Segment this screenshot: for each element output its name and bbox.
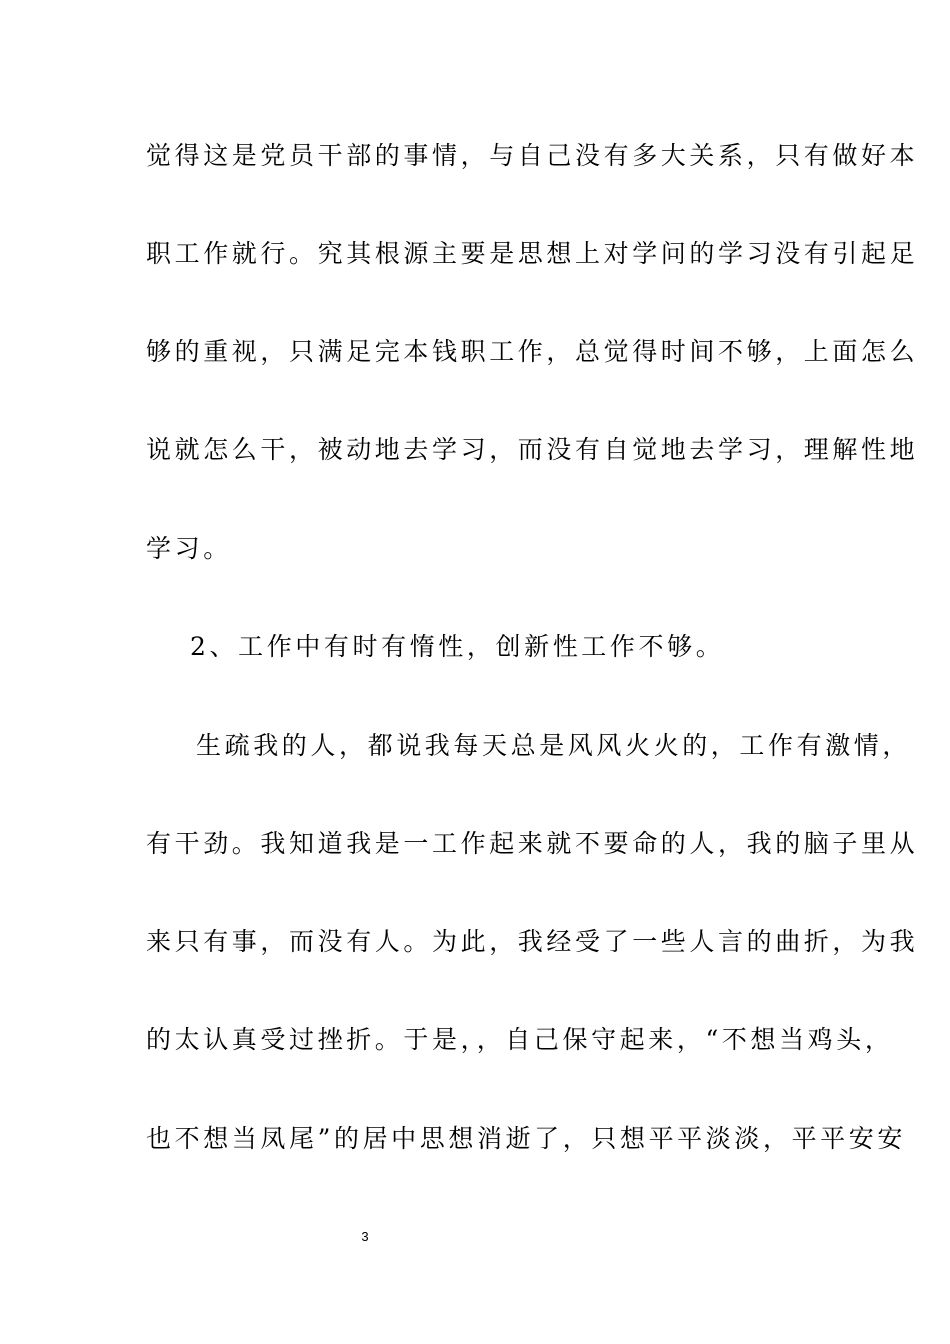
text-line-11: 也不想当凤尾”的居中思想消逝了，只想平平淡淡，平平安安 — [146, 1124, 906, 1153]
text-line-5: 学习。 — [146, 534, 232, 563]
text-line-3: 够的重视，只满足完本钱职工作，总觉得时间不够，上面怎么 — [146, 337, 919, 366]
section-heading: 2、工作中有时有惰性，创新性工作不够。 — [190, 632, 725, 661]
text-line-4: 说就怎么干，被动地去学习，而没有自觉地去学习，理解性地 — [146, 435, 919, 464]
text-line-7: 生疏我的人，都说我每天总是风风火火的，工作有激情， — [196, 731, 912, 760]
text-line-2: 职工作就行。究其根源主要是思想上对学问的学习没有引起足 — [146, 239, 919, 268]
text-line-8: 有干劲。我知道我是一工作起来就不要命的人，我的脑子里从 — [146, 829, 919, 858]
page-number: 3 — [361, 1229, 369, 1244]
text-line-1: 觉得这是党员干部的事情，与自己没有多大关系，只有做好本 — [146, 141, 919, 170]
text-line-9: 来只有事，而没有人。为此，我经受了一些人言的曲折，为我 — [146, 927, 919, 956]
text-line-10: 的太认真受过挫折。于是，，自己保守起来，“不想当鸡头， — [146, 1025, 894, 1054]
